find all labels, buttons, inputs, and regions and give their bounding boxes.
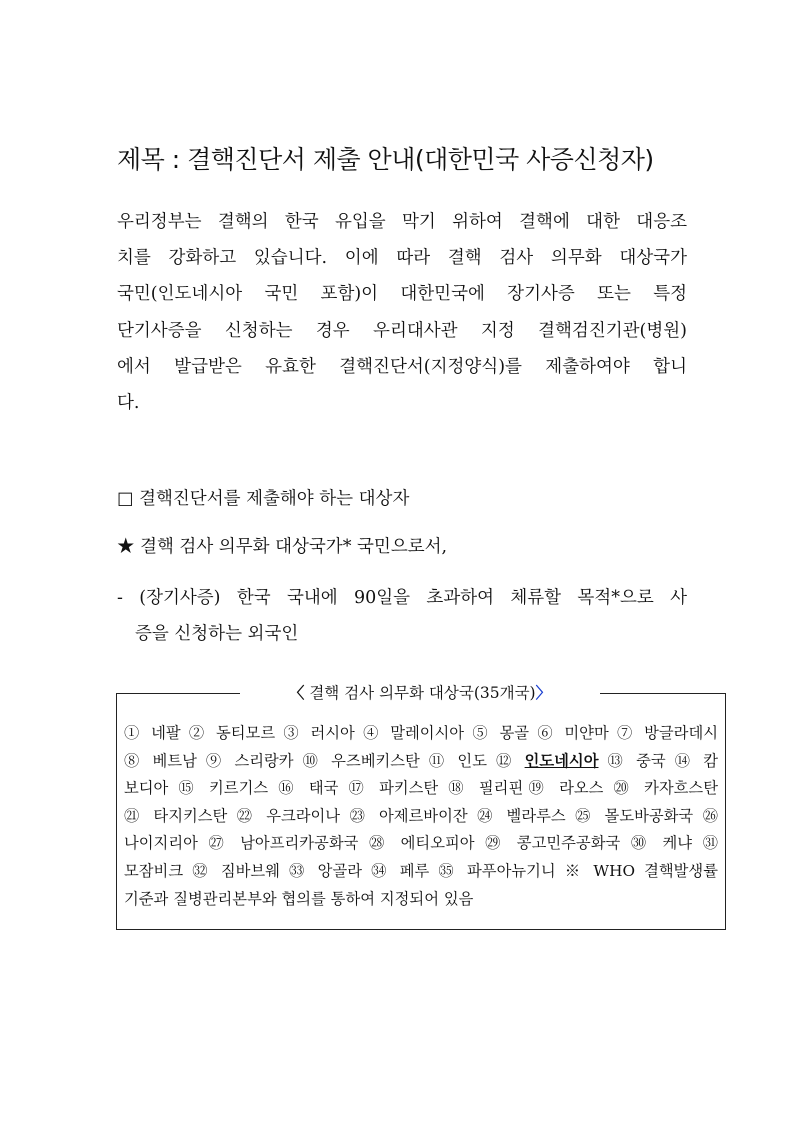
section-header: □ 결핵진단서를 제출해야 하는 대상자: [117, 489, 410, 509]
intro-line: 치를 강화하고 있습니다. 이에 따라 결핵 검사 의무화 대상국가: [117, 248, 687, 269]
dash-item-line: - (장기사증) 한국 국내에 90일을 초과하여 체류할 목적*으로 사: [117, 588, 687, 608]
country-list-segment: ⑧ 베트남 ⑨ 스리랑카 ⑩ 우즈베키스탄 ⑪ 인도 ⑫: [124, 751, 525, 770]
box-title-text: 결핵 검사 의무화 대상국(35개국): [304, 684, 536, 702]
box-title: [240, 682, 600, 704]
chevron-right-icon: 〉: [535, 684, 552, 702]
country-list-line: 나이지리아 ㉗ 남아프리카공화국 ㉘ 에티오피아 ㉙ 콩고민주공화국 ㉚ 케냐 ㉛: [124, 834, 718, 853]
highlighted-country: 인도네시아: [524, 751, 599, 770]
intro-line: 에서 발급받은 유효한 결핵진단서(지정양식)를 제출하여야 합니: [117, 356, 687, 377]
country-list-line: 기준과 질병관리본부와 협의를 통하여 지정되어 있음: [124, 889, 474, 908]
country-list-line: ① 네팔 ② 동티모르 ③ 러시아 ④ 말레이시아 ⑤ 몽골 ⑥ 미얀마 ⑦ 방글라데시: [124, 724, 718, 742]
chevron-left-icon: 〈: [288, 684, 305, 702]
country-list-segment: ⑬ 중국 ⑭ 캄: [598, 751, 719, 770]
country-list-box: [116, 684, 726, 930]
star-item: ★ 결핵 검사 의무화 대상국가* 국민으로서,: [117, 537, 448, 557]
intro-line: 국민(인도네시아 국민 포함)이 대한민국에 장기사증 또는 특정: [117, 284, 687, 305]
dash-item: [117, 580, 687, 652]
intro-line: 우리정부는 결핵의 한국 유입을 막기 위하여 결핵에 대한 대응조: [117, 212, 687, 232]
country-list-line: [124, 748, 718, 776]
document-title: 제목 : 결핵진단서 제출 안내(대한민국 사증신청자): [117, 145, 654, 174]
country-list-line: 모잠비크 ㉜ 짐바브웨 ㉝ 앙골라 ㉞ 페루 ㉟ 파푸아뉴기니 ※ WHO 결핵발생률: [124, 861, 718, 880]
intro-line: 단기사증을 신청하는 경우 우리대사관 지정 결핵검진기관(병원): [117, 320, 687, 341]
country-list-line: 보디아 ⑮ 키르기스 ⑯ 태국 ⑰ 파키스탄 ⑱ 필리핀⑲ 라오스 ⑳ 카자흐스탄: [124, 779, 718, 798]
country-list-line: ㉑ 타지키스탄 ㉒ 우크라이나 ㉓ 아제르바이잔 ㉔ 벨라루스 ㉕ 몰도바공화국 ㉖: [124, 806, 718, 825]
intro-line: 다.: [117, 393, 140, 414]
intro-paragraph: [117, 204, 687, 421]
dash-item-line: 증을 신청하는 외국인: [135, 624, 299, 644]
country-list: [124, 720, 718, 913]
